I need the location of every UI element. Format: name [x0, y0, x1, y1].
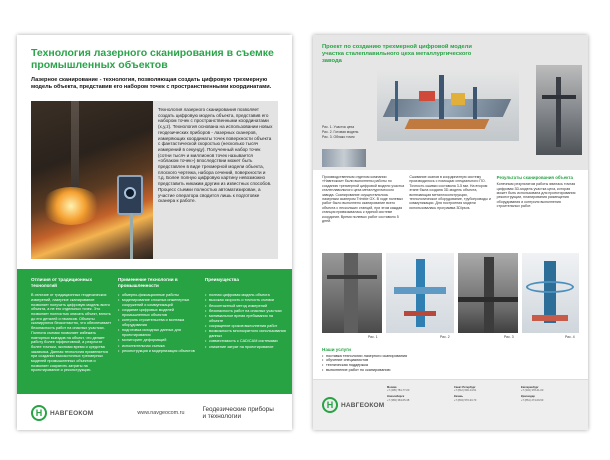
feature-column-applications — [118, 277, 199, 388]
list-item: • снижение затрат на проектирование — [205, 345, 286, 350]
office-phone: +7 (383) 363-05-38 — [387, 398, 410, 402]
column-heading: Преимущества — [205, 277, 239, 282]
office-contact — [454, 386, 515, 392]
office-contact — [387, 395, 448, 401]
list-item: • совместимость с CAD/CAM системами — [205, 339, 286, 344]
services-list — [322, 347, 482, 373]
figure-label: Рис. 2 — [440, 335, 450, 339]
company-logo-icon: H — [31, 405, 47, 421]
office-city: Новосибирск — [387, 395, 405, 399]
caption: Рис. 2. Готовая модель — [322, 130, 359, 134]
right-footer — [313, 379, 588, 430]
list-item: • высокая скорость и точность съемки — [205, 298, 286, 303]
company-logo — [31, 405, 93, 421]
photo-gallery — [322, 253, 579, 343]
list-item: • моделирование сложных инженерных сооружений и коммуникаций — [118, 298, 199, 307]
description-text: Технология лазерного сканирования позволяет создать цифровую модель объекта, представив его набором точек с пространственными координатами (x,y,z). Технология основана на использовании новых геодезических приборов - лазерных сканеров, измеряющих координаты точек поверхности объекта с фантастической скоростью (несколько тысяч измерений в секунду). Полученный набор точек (сотни тысяч и миллионов точек называется «облаком точек») впоследствии может быть представлен в виде трехмерной модели объекта, плоского чертежа, набора сечений, поверхности и т.д. Более полную цифровую картину невозможно представить никаким другим из известных способов. Процесс съемки полностью автоматизирован, а участие оператора сводится лишь к подготовке сканера к работе. — [158, 107, 273, 204]
project-description — [322, 175, 579, 251]
figure-label: Рис. 4 — [565, 335, 575, 339]
slogan — [202, 406, 273, 421]
project-title: Проект по созданию трехмерной цифровой модели участка сталеплавильного цеха металлургического завода — [322, 44, 472, 65]
feature-columns — [17, 269, 292, 394]
list-item: • исполнительная съемка — [118, 344, 199, 349]
figure-label: Рис. 1 — [368, 335, 378, 339]
column-text: Сшивание сканов в координатную систему производилось с помощью специального ПО. Точность сшивки составила 3-5 мм. На втором этапе была создана 3D-модель объекта, включающая металлоконструкции, технологическое оборудование, трубопроводы и коммуникации. Для построения модели использовалась программа 3Dipsos. — [409, 175, 491, 210]
list-item: • контроль строительства и монтажа оборудования — [118, 318, 199, 327]
office-contact — [387, 386, 448, 392]
text-column — [322, 175, 404, 251]
description-box — [153, 101, 278, 259]
text-column — [409, 175, 491, 251]
workshop-photo — [536, 65, 582, 155]
column-text: Производственным отделом компании «Навгеоком» были выполнены работы по созданию трехмерной цифровой модели участка сталеплавильного цеха металлургического завода. Сканирование осуществлялось лазерным сканером Trimble GX. В ходе полевых работ было выполнено сканирование всего объекта с нескольких станций, при этом каждая станция привязывалась к единой системе координат. Время полевых работ составило 5 дней. — [322, 175, 405, 224]
left-page-intro: Лазерное сканирование - технология, позволяющая создать цифровую трехмерную модель объекта, представив его набором точек с пространственными координатами. — [31, 77, 272, 90]
website-link[interactable]: www.navgeocom.ru — [137, 410, 185, 416]
office-phone: +7 (861) 274-09-50 — [521, 398, 544, 402]
feature-column-advantages — [205, 277, 286, 388]
list-item: • обучение специалистов — [322, 358, 482, 363]
list-item: • поставка технологии лазерного сканирования — [322, 354, 482, 359]
office-phone: +7 (843) 570-33-73 — [454, 398, 477, 402]
gallery-model-2 — [522, 253, 579, 333]
left-page-title: Технология лазерного сканирования в съемке промышленных объектов — [31, 47, 274, 71]
column-heading: Применение технологии в промышленности — [118, 277, 178, 288]
list-item: • минимальное время пребывания на объекте — [205, 314, 286, 323]
caption: Рис. 3. Облако точек — [322, 135, 355, 139]
list-item: • безопасность работ на опасных участках — [205, 309, 286, 314]
column-heading: Результаты сканирования объекта — [496, 175, 573, 180]
feature-column-differences — [31, 277, 112, 388]
column-heading: Отличия от традиционных технологий — [31, 277, 93, 288]
list-item: • подготовка исходных данных для проектирования — [118, 328, 199, 337]
list-item: • возможность многократного использования данных — [205, 329, 286, 338]
gallery-model-1 — [386, 253, 454, 333]
list-item: • реконструкция и модернизация объектов — [118, 349, 199, 354]
company-name: НАВГЕОКОМ — [50, 409, 94, 417]
left-page — [17, 35, 292, 430]
column-text: В отличие от традиционных геодезических измерений, лазерное сканирование позволяет получить цифровую модель всего объекта, а не его отдельных точек. Это позволяет полностью описать объект, вплоть до его деталей и нюансов. Объекты сканируются бесконтактно, что обеспечивает безопасность работ на опасных участках. Полнота съемки позволяет избежать повторных выездов на объект, что делает работу более эффективной, а результат более точным, экономя время и средства заказчика. Данная технология применяется при создании высокоточных трехмерных моделей промышленных объектов и позволяет сократить затраты на проектирование и реконструкцию. — [31, 293, 112, 373]
left-footer — [31, 401, 281, 425]
company-logo — [322, 397, 384, 413]
office-contact — [521, 386, 582, 392]
office-city: Краснодар — [521, 395, 535, 399]
office-city: Екатеринбург — [521, 386, 539, 389]
gallery-photo-2 — [458, 253, 518, 333]
list-item: • полная цифровая модель объекта — [205, 293, 286, 298]
figure-label: Рис. 3 — [504, 335, 514, 339]
office-city: Казань — [454, 395, 463, 399]
right-page — [313, 35, 588, 430]
office-phone: +7 (495) 781-77-00 — [387, 389, 410, 393]
list-item: • техническая поддержка — [322, 363, 482, 368]
company-logo-icon: H — [322, 397, 338, 413]
company-name: НАВГЕОКОМ — [341, 401, 385, 409]
list-item: • выполнение работ по сканированию — [322, 368, 482, 373]
office-contact — [454, 395, 515, 401]
list-item: • сокращение сроков выполнения работ — [205, 324, 286, 329]
office-city: Москва — [387, 386, 397, 389]
office-phone: +7 (812) 600-14-51 — [454, 389, 477, 393]
point-cloud-thumbnail — [322, 149, 366, 167]
list-item: • создание цифровых моделей промышленных объектов — [118, 308, 199, 317]
office-contact — [521, 395, 582, 401]
list-item: • мониторинг деформаций — [118, 338, 199, 343]
slogan-line: Геодезические приборы — [202, 405, 274, 413]
list-item: • обмерно-фиксационные работы — [118, 293, 199, 298]
scanner-photo — [31, 101, 153, 259]
services-heading: Наши услуги — [322, 347, 351, 352]
office-contacts — [387, 386, 582, 402]
3d-model-image — [377, 69, 519, 141]
gallery-photo-1 — [322, 253, 382, 333]
column-text: Конечным результатом работы явилась точная цифровая 3D-модель участка цеха, которая может быть использована для проектирования реконструкции, планирования размещения оборудования и контроля выполнения строительных работ. — [496, 182, 576, 209]
office-phone: +7 (343) 378-41-00 — [521, 389, 544, 393]
office-city: Санкт-Петербург — [454, 386, 476, 389]
text-column-results — [497, 175, 579, 251]
list-item: • бесконтактный метод измерений — [205, 304, 286, 309]
caption: Рис. 1. Участок цеха — [322, 125, 355, 129]
figure-captions — [322, 125, 376, 140]
project-header — [313, 35, 588, 170]
slogan-line: и технологии — [202, 413, 242, 420]
